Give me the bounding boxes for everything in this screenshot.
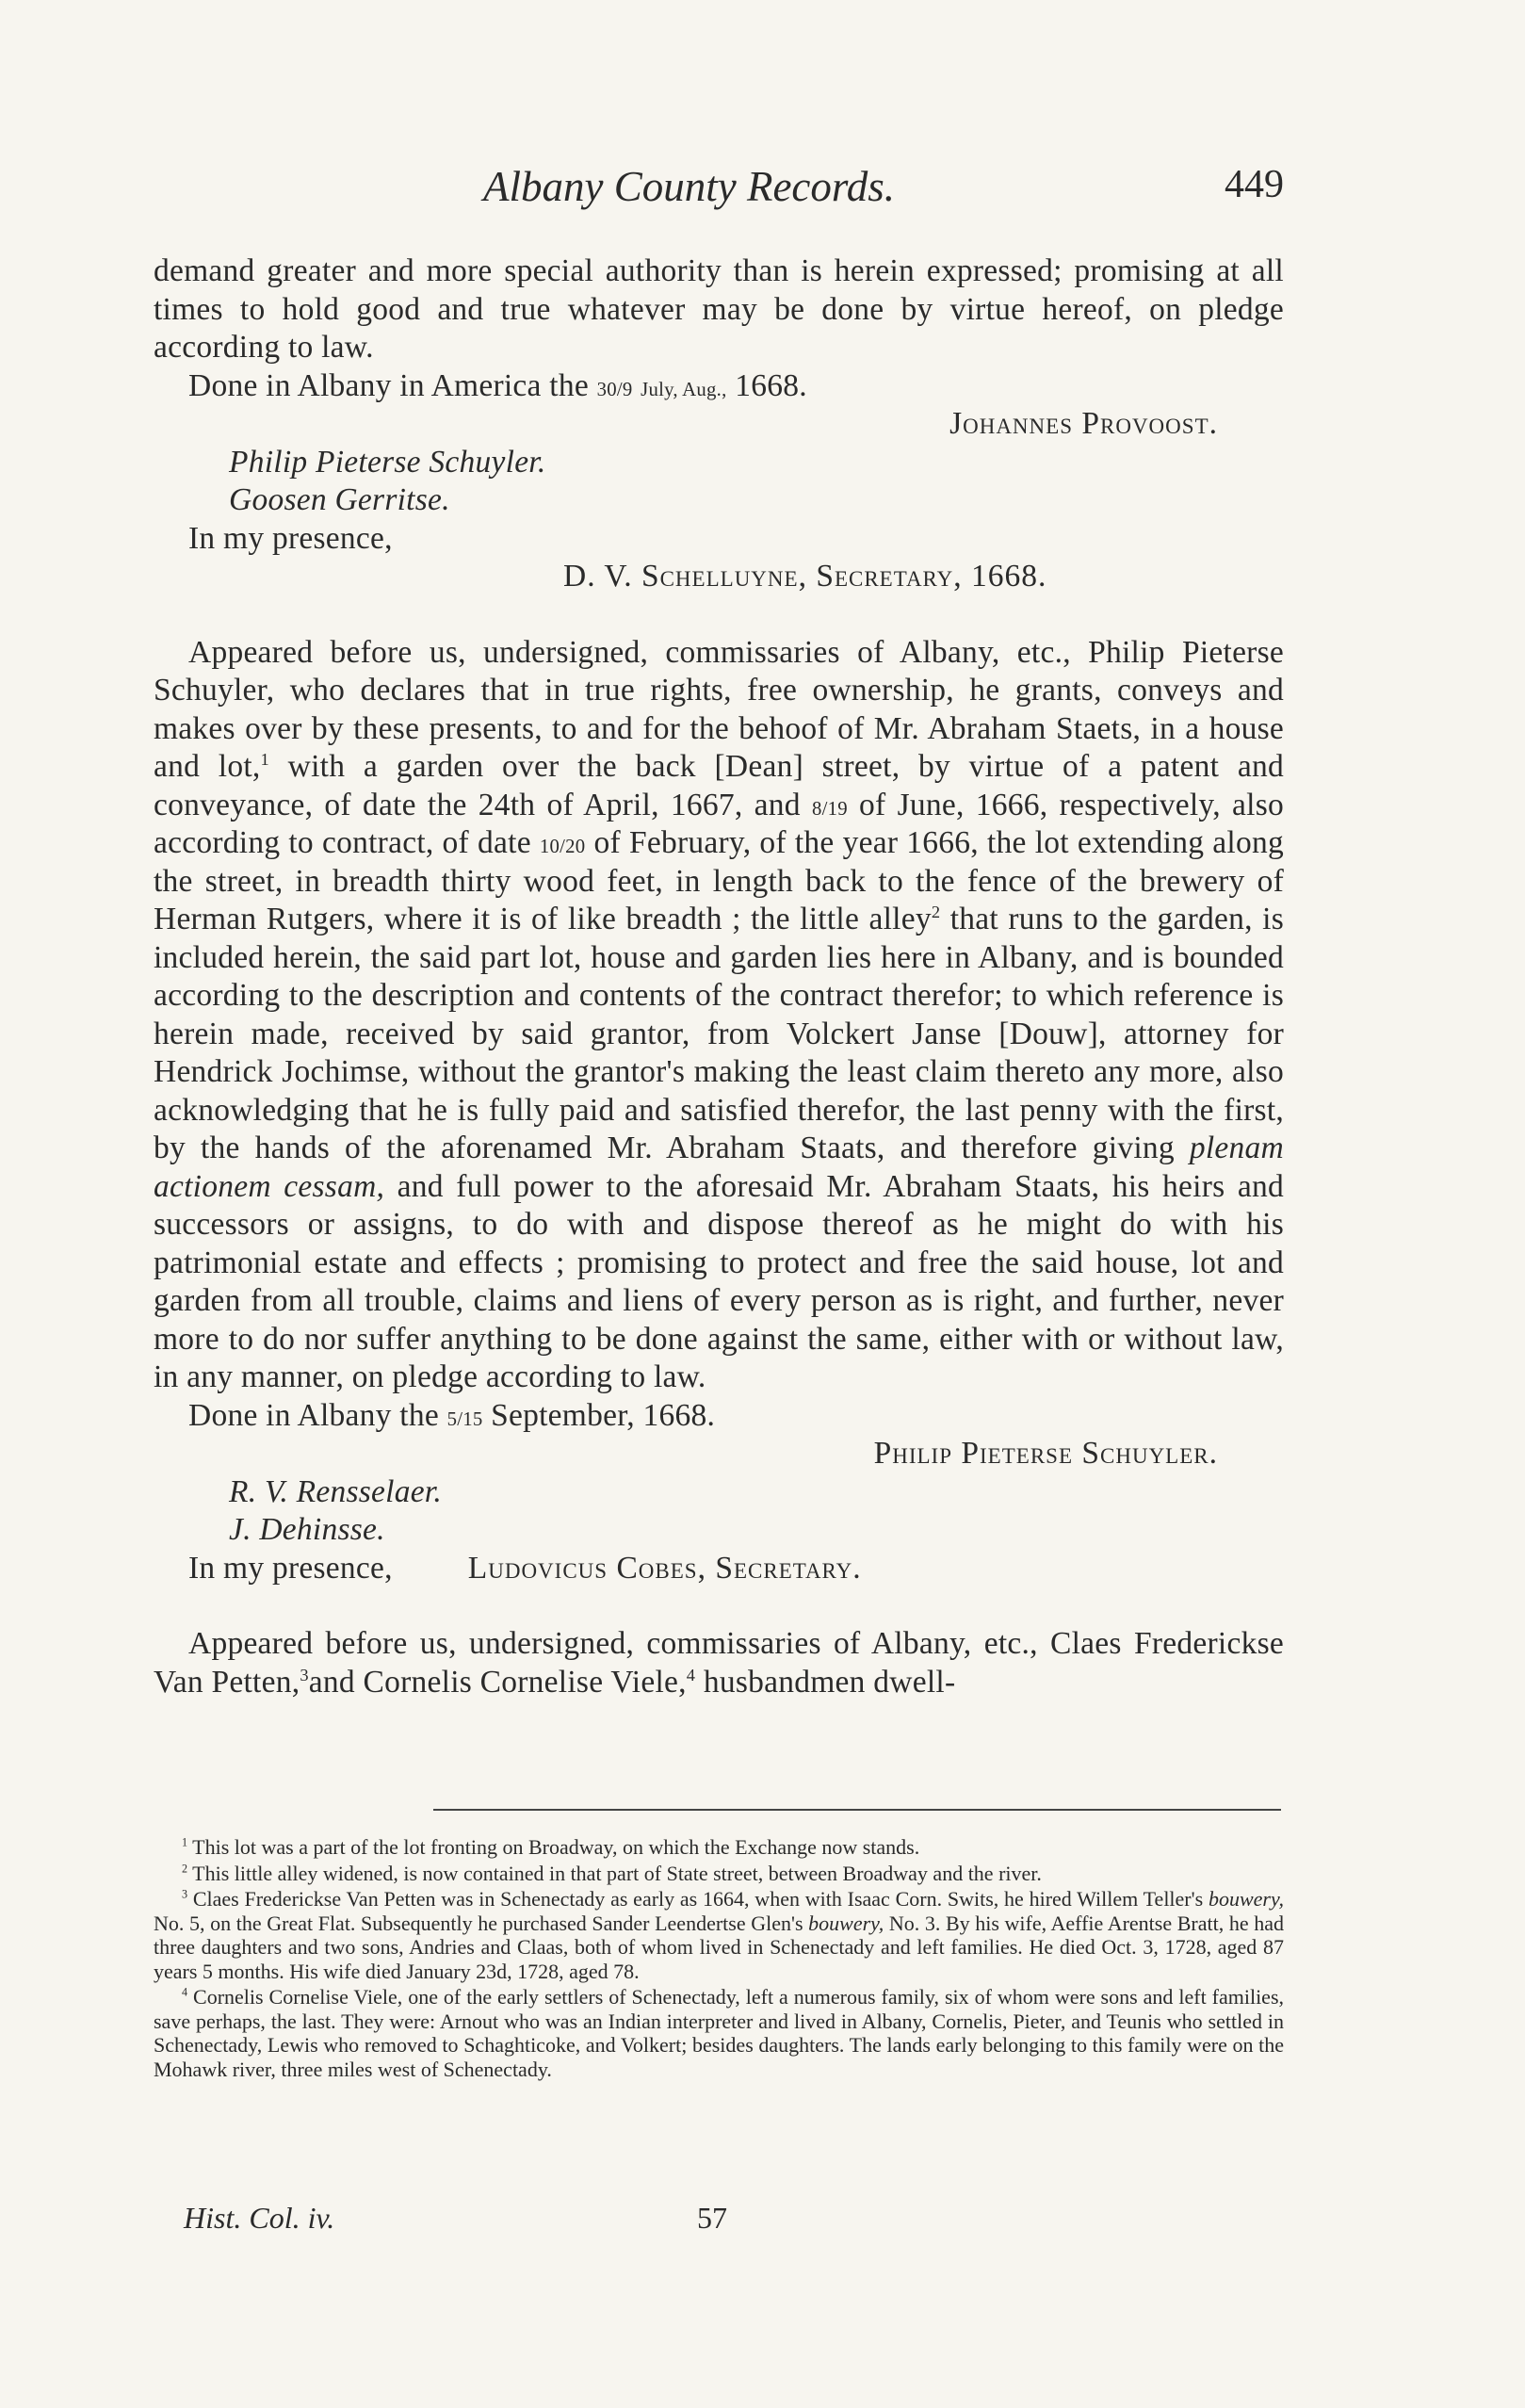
page-number: 449 [1225, 163, 1284, 206]
deed1-signer: Johannes Provoost. [949, 406, 1218, 441]
date-fraction: 5/15 [446, 1407, 483, 1430]
deed1-witness-1: Philip Pieterse Schuyler. [229, 444, 546, 480]
running-header [154, 162, 1284, 219]
deed1-paragraph: demand greater and more special authority than is herein expressed; promising at all times to hold good and true whatever may be done by virtue hereof, on pledge according to law. [154, 253, 1284, 365]
date-fraction: 30/9 [596, 378, 633, 400]
footnote-ref-4: 4 [686, 1665, 696, 1684]
footnote-1: $^1$ This lot was a part of the lot fronting on Broadway, on which the Exchange now stands. [182, 1835, 920, 1859]
footnote-3: $^3$ Claes Frederickse Van Petten was in Schenectady as early as 1664, when with Isaac Corn. Swits, he hired Willem Teller's bouwery, No. 5, on the Great Flat. Subsequently he purchased Sander Leendertse Glen's bouwery, No. 3. By his wife, Aeffie Arentse Bratt, he had three daughters and two sons, Andries and Claas, both of whom lived in Schenectady and left families. He died Oct. 3, 1728, aged 87 years 5 months. His wife died January 23d, 1728, aged 78. [154, 1887, 1284, 1983]
latin-phrase: plenam actionem cessam, [154, 1131, 1284, 1204]
footnote-ref-3: 3 [300, 1665, 309, 1684]
running-title: Albany County Records. [483, 163, 895, 210]
footnote-ref-2: 2 [931, 902, 941, 921]
page-footer [184, 2201, 843, 2238]
main-text [154, 252, 1284, 1701]
footnote-ref-1: 1 [260, 749, 269, 769]
footnote-2: $^2$ This little alley widened, is now contained in that part of State street, between Broadway and the river. [182, 1861, 1042, 1885]
section-gap [154, 596, 1284, 634]
deed2-secretary: Ludovicus Cobes, Secretary. [467, 1550, 862, 1586]
deed1-date-line: Done in Albany in America the 30/9 July, Aug., 1668. [188, 367, 807, 403]
deed3-paragraph: Appeared before us, undersigned, commissaries of Albany, etc., Claes Frederickse Van Petten,$^3$and Cornelis Cornelise Viele,$^4$ husbandmen dwell- [154, 1626, 1284, 1700]
deed2-witness-2: J. Dehinsse. [229, 1512, 385, 1547]
fraction: 8/19 [811, 797, 848, 820]
deed2-date-line: Done in Albany the 5/15 September, 1668. [188, 1397, 716, 1433]
footnotes [154, 1835, 1284, 2083]
deed1-witness-2: Goosen Gerritse. [229, 482, 450, 517]
footnote-4: $^4$ Cornelis Cornelise Viele, one of the early settlers of Schenectady, left a numerous family, six of whom were sons and left families, save perhaps, the last. They were: Arnout who was an Indian interpreter and lived in Albany, Cornelis, Pieter, and Teunis who settled in Schenectady, Lewis who removed to Schaghticoke, and Volkert; besides daughters. The lands early belonging to this family were on the Mohawk river, three miles west of Schenectady. [154, 1985, 1285, 2081]
fraction: 10/20 [539, 836, 586, 857]
section-gap [154, 1587, 1284, 1625]
deed2-presence-line: In my presence, Ludovicus Cobes, Secretary. [188, 1550, 862, 1586]
deed2-witness-1: R. V. Rensselaer. [229, 1473, 443, 1509]
footnote-rule [433, 1809, 1281, 1811]
deed1-secretary: D. V. Schelluyne, Secretary, 1668. [563, 559, 1047, 594]
deed2-signer: Philip Pieterse Schuyler. [873, 1436, 1218, 1471]
deed1-presence: In my presence, [188, 520, 393, 556]
date-months: July, Aug., [641, 378, 727, 400]
signature-mark: Hist. Col. iv. [184, 2201, 335, 2235]
signature-number: 57 [697, 2201, 727, 2235]
deed2-paragraph: Appeared before us, undersigned, commissaries of Albany, etc., Philip Pieterse Schuyler, who declares that in true rights, free ownership, he grants, conveys and makes over by these presents, to and for the behoof of Mr. Abraham Staets, in a house and lot,$^1$ with a garden over the back [Dean] street, by virtue of a patent and conveyance, of date the 24th of April, 1667, and 8/19 of June, 1666, respectively, also according to contract, of date 10/20 of February, of the year 1666, the lot extending along the street, in breadth thirty wood feet, in length back to the fence of the brewery of Herman Rutgers, where it is of like breadth ; the little alley$^2$ that runs to the garden, is included herein, the said part lot, house and garden lies here in Albany, and is bounded according to the description and contents of the contract therefor; to which reference is herein made, received by said grantor, from Volckert Janse [Douw], attorney for Hendrick Jochimse, without the grantor's making the least claim thereto any more, also acknowledging that he is fully paid and satisfied therefor, the last penny with the first, by the hands of the aforenamed Mr. Abraham Staats, and therefore giving plenam actionem cessam, and full power to the aforesaid Mr. Abraham Staats, his heirs and successors or assigns, to do with and dispose thereof as he might do with his patrimonial estate and effects ; promising to protect and free the said house, lot and garden from all trouble, claims and liens of every person as is right, and further, never more to do nor suffer anything to be done against the same, either with or without law, in any manner, on pledge according to law. [154, 634, 1285, 1394]
